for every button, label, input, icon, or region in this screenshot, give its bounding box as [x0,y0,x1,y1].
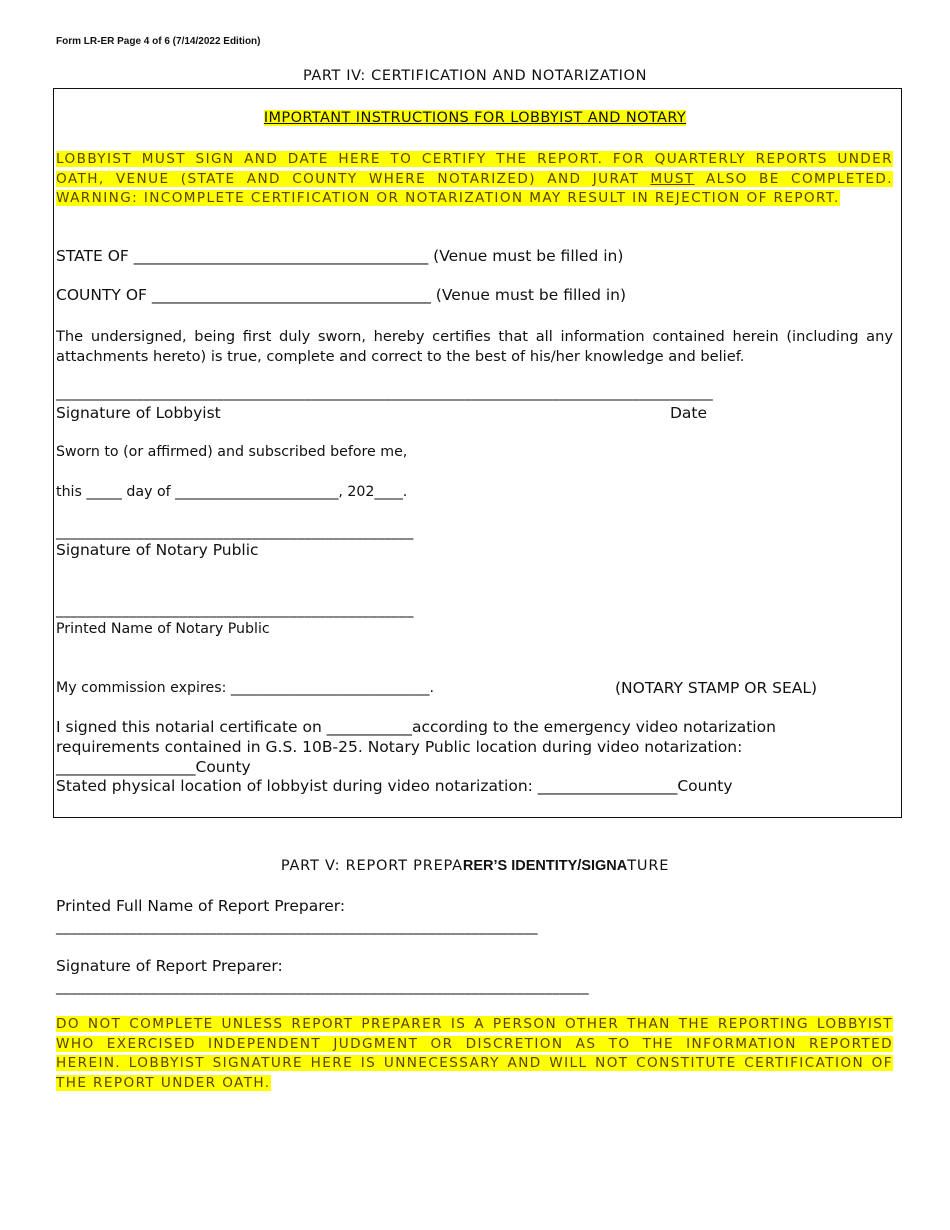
part5-title-b: RER’S IDENTITY/SIGNA [462,858,628,874]
part5-title [0,858,950,874]
commission-expires-field[interactable]: My commission expires: ____________________________. [56,680,435,696]
lobbyist-signature-field[interactable]: __________________________________________________________________________________________ [56,385,713,401]
preparer-signature-label: Signature of Report Preparer: [56,957,283,975]
warning-pre: LOBBYIST MUST SIGN AND DATE HERE TO CERTIFY THE REPORT. FOR QUARTERLY REPORTS UNDER OATH, VENUE (STATE AND COUNTY WHERE NOTARIZED) AND JURAT [56,151,893,187]
video-notarization-line-2: requirements contained in G.S. 10B-25. Notary Public location during video notarization: [56,738,743,756]
state-of-field[interactable]: STATE OF ______________________________________ (Venue must be filled in) [56,247,624,265]
video-notarization-line-1[interactable]: I signed this notarial certificate on ___________according to the emergency video notarization [56,718,776,736]
lobbyist-warning [56,150,893,209]
warning-must: MUST [650,170,695,187]
notary-name-field[interactable]: _________________________________________________ [56,602,414,618]
lobbyist-location-field[interactable]: Stated physical location of lobbyist during video notarization: __________________County [56,777,733,795]
warning-post: ALSO BE COMPLETED. WARNING: INCOMPLETE CERTIFICATION OR NOTARIZATION MAY RESULT IN REJECTION OF REPORT. [56,170,894,207]
part5-title-a: PART V: REPORT PREPA [280,858,463,874]
notary-signature-label: Signature of Notary Public [56,541,259,559]
sworn-date-field[interactable]: this _____ day of _______________________, 202____. [56,484,408,500]
notary-signature-field[interactable]: _________________________________________________ [56,524,414,540]
oath-text: The undersigned, being first duly sworn, hereby certifies that all information contained herein (including any attachments hereto) is true, complete and correct to the best of his/her knowledge and belief. [56,328,893,365]
preparer-signature-field[interactable]: _________________________________________________________________________ [56,979,589,995]
notary-county-field[interactable]: __________________County [56,758,251,776]
preparer-name-field[interactable]: __________________________________________________________________ [56,919,538,935]
preparer-warning-text: DO NOT COMPLETE UNLESS REPORT PREPARER IS A PERSON OTHER THAN THE REPORTING LOBBYIST WHO EXERCISED INDEPENDENT JUDGMENT OR DISCRETION AS TO THE INFORMATION REPORTED HEREIN. LOBBYIST SIGNATURE HERE IS UNNECESSARY AND WILL NOT CONSTITUTE CERTIFICATION OF THE REPORT UNDER OATH. [56,1016,893,1091]
lobbyist-signature-label: Signature of Lobbyist [56,404,221,422]
form-id-header: Form LR-ER Page 4 of 6 (7/14/2022 Edition) [56,36,261,47]
instructions-title [0,110,950,126]
sworn-text: Sworn to (or affirmed) and subscribed before me, [56,444,408,460]
notary-stamp-label: (NOTARY STAMP OR SEAL) [615,679,818,697]
county-of-field[interactable]: COUNTY OF ____________________________________ (Venue must be filled in) [56,286,627,304]
instructions-title-text: IMPORTANT INSTRUCTIONS FOR LOBBYIST AND NOTARY [263,110,687,126]
notary-name-label: Printed Name of Notary Public [56,621,270,637]
date-label: Date [670,404,708,422]
part4-title: PART IV: CERTIFICATION AND NOTARIZATION [302,68,648,84]
preparer-name-label: Printed Full Name of Report Preparer: [56,897,346,915]
preparer-warning [56,1015,893,1093]
part5-title-c: TURE [627,858,670,874]
